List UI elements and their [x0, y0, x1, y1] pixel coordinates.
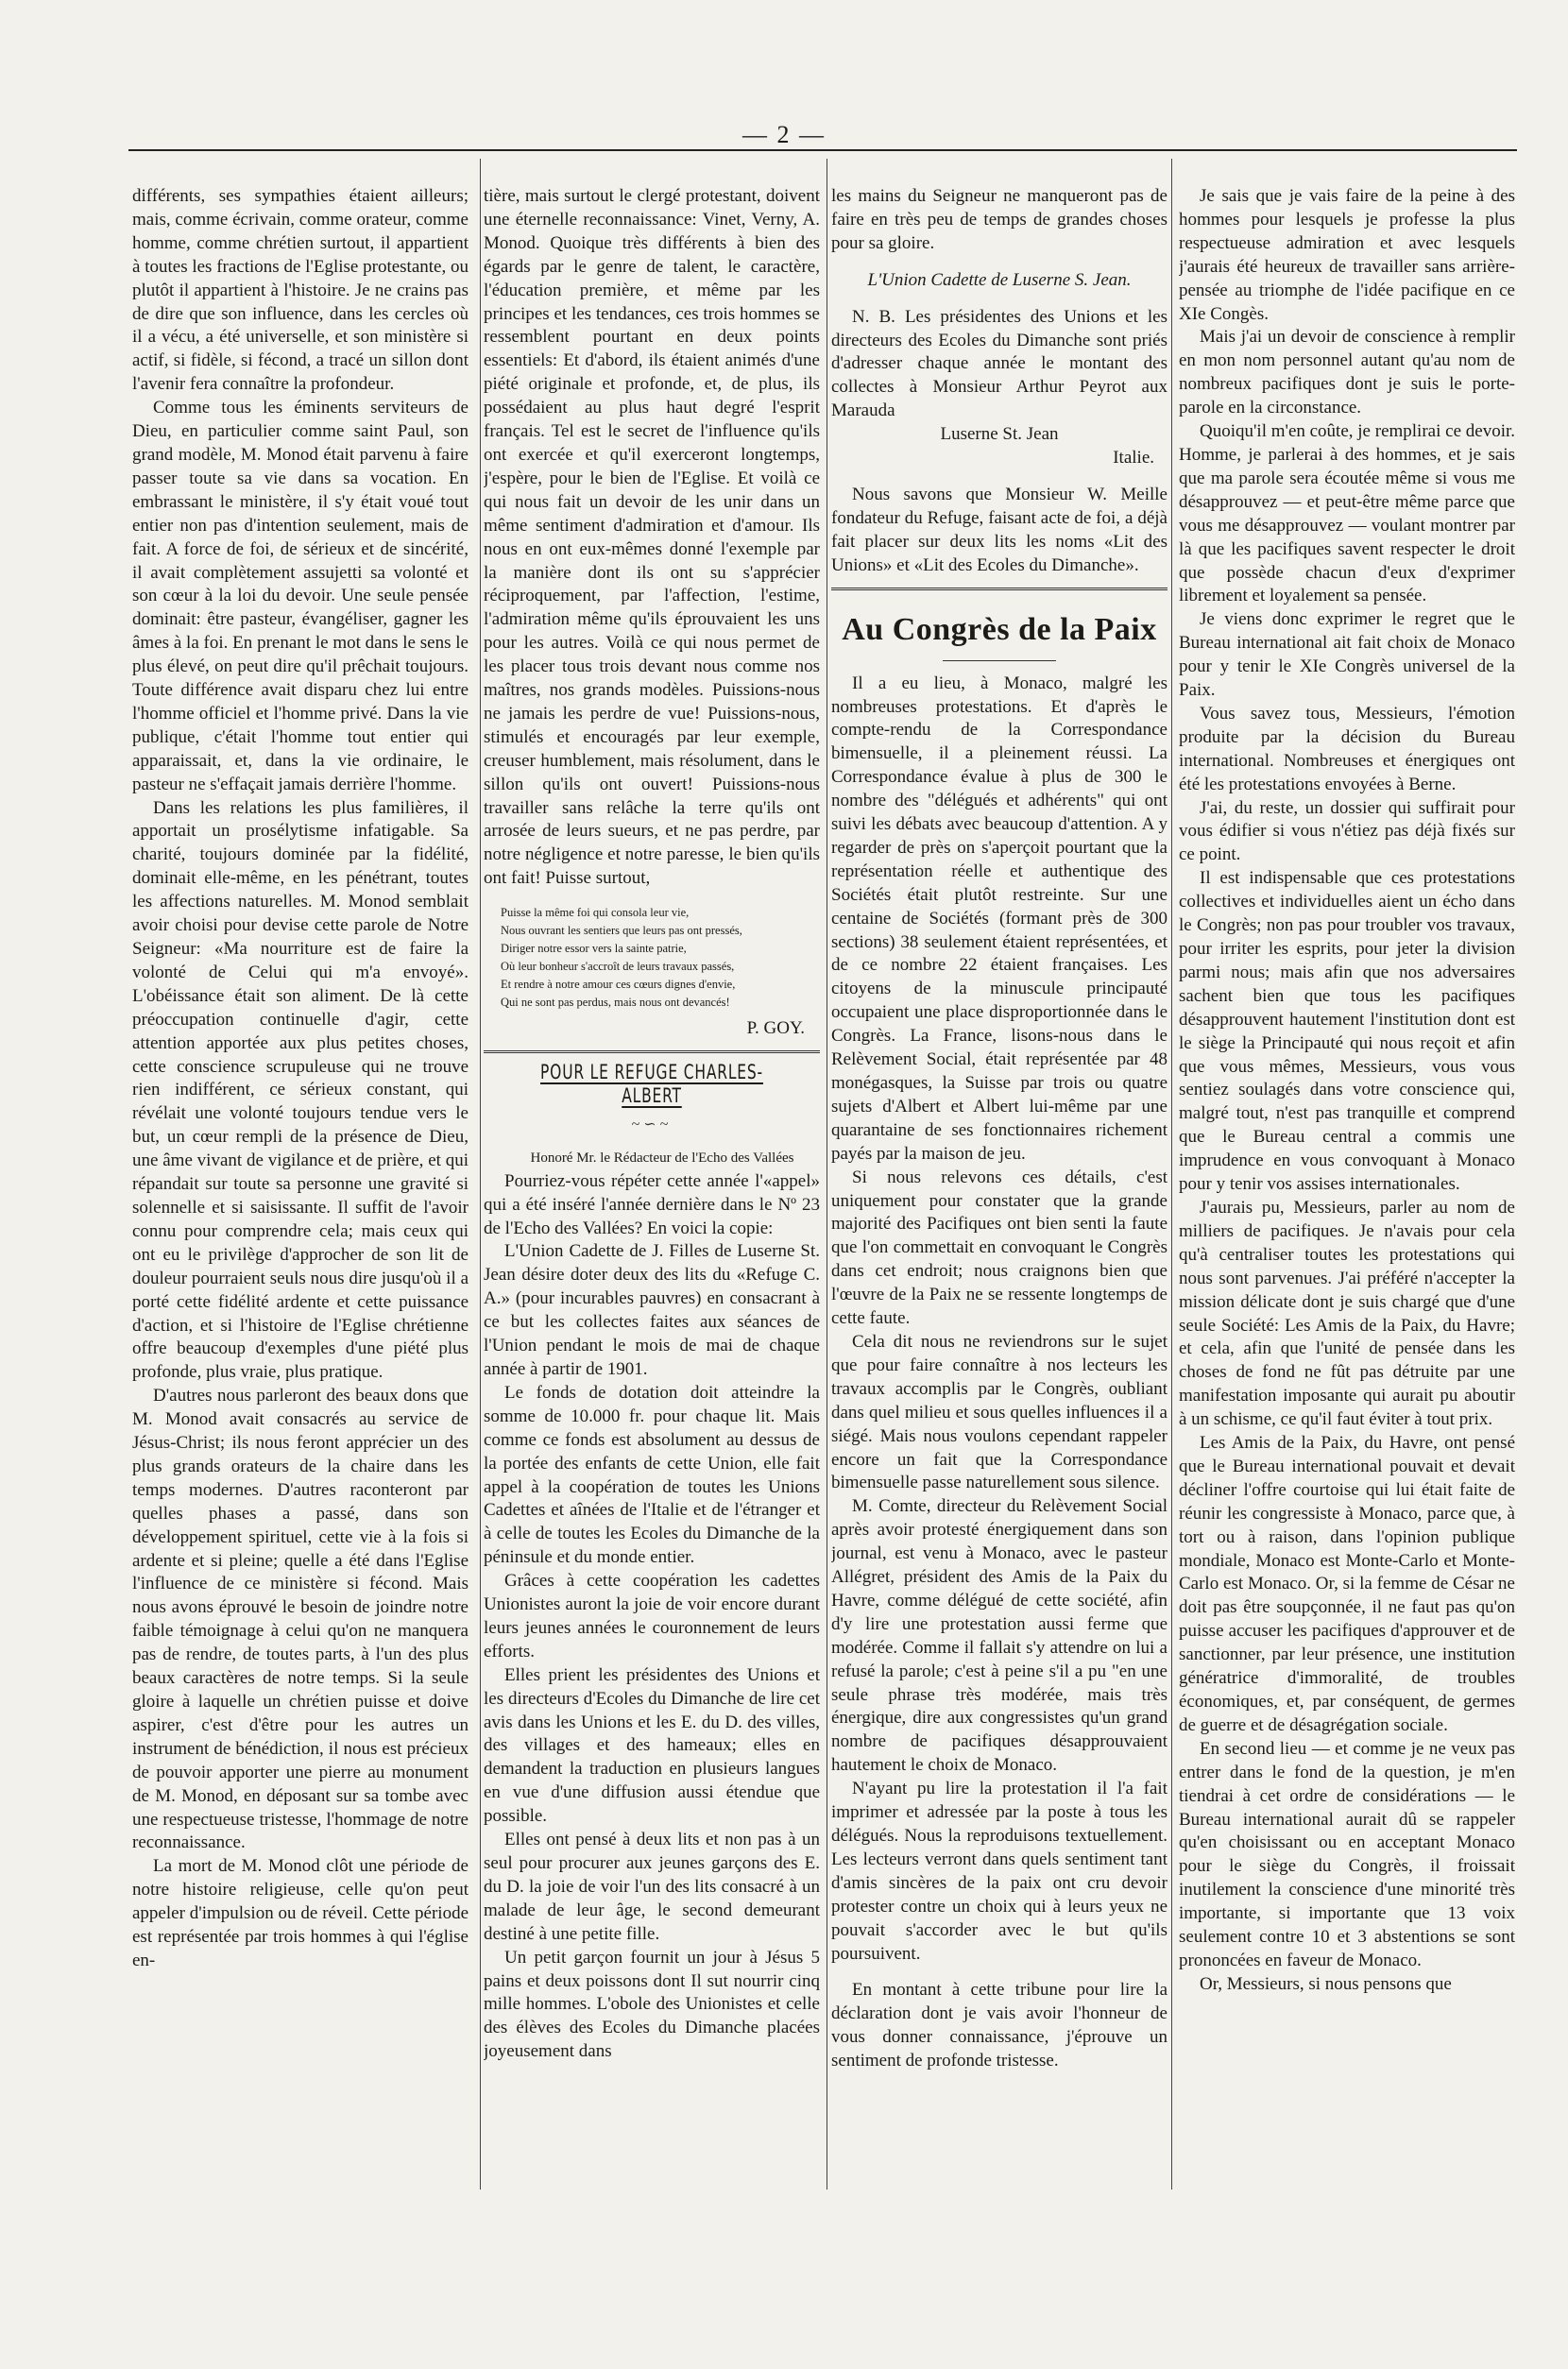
column-3 [831, 185, 1167, 2216]
nb-paragraph: N. B. Les présidentes des Unions et les directeurs des Ecoles du Dimanche sont priés d'adresser chaque année le montant des collectes à Monsieur Arthur Peyrot aux Marauda [831, 306, 1167, 421]
col1-paragraph: différents, ses sympathies étaient ailleurs; mais, comme écrivain, comme orateur, comme homme, comme chrétien surtout, il appartient à toutes les fractions de l'Eglise protestante, ou plutôt il appartient à l'histoire. Je ne crains pas de dire que son influence, dans les cercles où il a vécu, a été universelle, et son ministère si actif, si fidèle, si fécond, a tracé un sillon dont l'avenir fera connaître la profondeur. [132, 186, 469, 395]
col1-paragraph: D'autres nous parleront des beaux dons que M. Monod avait consacrés au service de Jésus-Christ; ils nous feront apprécier un des plus grands orateurs de la chaire dans les temps modernes. D'autres raconteront par quelles phases a passé, dans son développement spirituel, cette vie à la fois si ardente et si pleine; quelle a été dans l'Eglise l'influence de ce ministère si fécond. Mais nous avons éprouvé le besoin de joindre notre faible témoignage à celui qu'on ne manquera pas de rendre, de toutes parts, à l'un des plus beaux caractères de notre temps. Si la seule gloire à laquelle un chrétien puisse et doive aspirer, c'est d'être pour les autres un instrument de bénédiction, il nous est précieux de pouvoir apporter une pierre au monument de M. Monod, en déposant sur sa tombe avec une respectueuse tristesse, l'hommage de notre reconnaissance. [132, 1386, 469, 1853]
column-2 [484, 185, 820, 2216]
address-line: Italie. [1113, 448, 1154, 469]
congres-paragraph: M. Comte, directeur du Relèvement Social après avoir protesté énergiquement dans son journal, est venu à Monaco, avec le pasteur Allégret, président des Amis de la Paix du Havre, comme délégué de cette société, afin d'y lire une protestation aussi ferme que modérée. Comme il fallait s'y attendre on lui a refusé la parole; c'est à peine s'il a pu "en une seule phrase très modérée, mais très énergique, dire aux congressistes qu'un grand nombre de pacifiques désapprouvaient hautement le choix de Monaco. [831, 1496, 1167, 1776]
section-title-refuge: POUR LE REFUGE CHARLES-ALBERT [540, 1061, 763, 1107]
col2-paragraph: tière, mais surtout le clergé protestant, doivent une éternelle reconnaissance: Vinet, Verny, A. Monod. Quoique très différents à bien des égards par le genre de talent, le caractère, l'éducation première, et même par les principes et les tendances, ces trois hommes se ressemblent pourtant en deux points essentiels: Et d'abord, ils étaient animés d'une piété originale et profonde, et, de plus, ils possédaient au plus haut degré l'esprit français. Tel est le secret de l'influence qu'ils ont exercée et qu'il exerceront longtemps, j'espère, pour le bien de l'Eglise. Et voilà ce qui nous fait un devoir de les unir dans un même sentiment d'admiration et d'amour. Ils nous en ont eux-mêmes donné l'exemple par la manière dont ils ont su s'apprécier réciproquement, par l'affection, l'estime, l'admiration même qu'ils éprouvaient les uns pour les autres. Voilà ce qui nous permet de les placer tous trois devant nous comme nos maîtres, nos grands modèles. Puissions-nous ne jamais les perdre de vue! Puissions-nous, stimulés et encouragés par leur exemple, creuser humblement, mais résolument, dans le sillon qu'ils ont ouvert! Puissions-nous travailler sans relâche la terre qu'ils ont arrosée de leurs sueurs, et ne pas perdre, par notre négligence et notre paresse, le bien qu'ils ont fait! Puisse surtout, [484, 186, 820, 889]
spacer [831, 256, 1167, 269]
section-title-congres: Au Congrès de la Paix [842, 611, 1157, 647]
poem-line: Qui ne sont pas perdus, mais nous ont devancés! [501, 996, 730, 1010]
column-divider-3 [1171, 159, 1172, 2190]
refuge-paragraph: Pourriez-vous répéter cette année l'«appel» qui a été inséré l'année dernière dans le Nº 23 de l'Echo des Vallées? En voici la copie: [484, 1170, 820, 1238]
refuge-paragraph: Elles prient les présidentes des Unions et les directeurs d'Ecoles du Dimanche de lire cet avis dans les Unions et les E. du D. des villes, des villages et des hameaux; elles en demandent la traduction en plusieurs langues en vue d'une diffusion aussi étendue que possible. [484, 1664, 820, 1827]
header-rule [128, 149, 1517, 151]
page-number: — 2 — [742, 121, 826, 148]
refuge-paragraph: L'Union Cadette de J. Filles de Luserne St. Jean désire doter deux des lits du «Refuge C. A.» (pour incurables pauvres) en consacrant à ce but les collectes faites aux séances de l'Union pendant le mois de mai de chaque année à partir de 1901. [484, 1241, 820, 1379]
congres-paragraph: Si nous relevons ces détails, c'est uniquement pour constater que la grande majorité des Pacifiques ont bien senti la faute que l'on commettait en convoquant le Congrès dans cet endroit; nous craignons bien que l'œuvre de la Paix ne se ressente longtemps de cette faute. [831, 1167, 1167, 1329]
col1-paragraph: Comme tous les éminents serviteurs de Dieu, en particulier comme saint Paul, son grand modèle, M. Monod était parvenu à faire passer toute sa vie dans sa vocation. En embrassant le ministère, il s'y était voué tout entier non pas d'intention seulement, mais de fait. A force de foi, de sérieux et de sincérité, il avait complètement assujetti sa volonté et son cœur à la loi du devoir. Une seule pensée dominait: être pasteur, évangéliser, gagner les âmes à la foi. En prenant le mot dans le sens le plus élevé, on peut dire qu'il prêchait toujours. Toute différence avait disparu chez lui entre l'homme officiel et l'homme privé. Dans la vie publique, c'était l'homme tout entier qui apparaissait, et, dans la vie ordinaire, le pasteur ne s'effaçait jamais derrière l'homme. [132, 398, 469, 794]
section-divider [831, 588, 1167, 590]
congres-paragraph: Il a eu lieu, à Monaco, malgré les nombreuses protestations. Et d'après le compte-rendu de la Correspondance bimensuelle, il a pleinement réussi. La Correspondance évalue à plus de 300 le nombre des "délégués et adhérents" qui ont suivi les débats avec beaucoup d'attention. A y regarder de près on s'aperçoit pourtant que la représentation réelle et authentique des Sociétés était plutôt restreinte. Sur une centaine de Sociétés (formant près de 300 sections) 38 seulement étaient représentées, et de ce nombre 22 étaient françaises. Les citoyens de la minuscule principauté occupaient une place disproportionnée dans le Congrès. La France, lisons-nous dans le Relèvement Social, était représentée par 48 monégasques, la Suisse par trois ou quatre sujets d'Albert et Albert lui-même par une quarantaine de ses fonctionnaires richement payés par la maison de jeu. [831, 673, 1167, 1164]
col4-paragraph: Quoiqu'il m'en coûte, je remplirai ce devoir. Homme, je parlerai à des hommes, et je sais que ma parole sera écoutée même si vous me désapprouvez — et peut-être même parce que vous me désapprouvez — voulant montrer par là que les pacifiques savent respecter le droit que possède chacun d'eux d'exprimer librement et loyalement sa pensée. [1179, 421, 1515, 606]
section-divider [484, 1050, 820, 1053]
col4-paragraph: Mais j'ai un devoir de conscience à remplir en mon nom personnel autant qu'au nom de nombreux pacifiques dont je suis le porte-parole en la circonstance. [1179, 327, 1515, 418]
poem-line: Diriger notre essor vers la sainte patrie, [501, 942, 687, 956]
col4-paragraph: En second lieu — et comme je ne veux pas entrer dans le fond de la question, je m'en tiendrai à cet ordre de considérations — le Bureau international aurait dû se rappeler qu'en choisissant ou en acceptant Monaco pour le siège du Congrès, il froissait inutilement la conscience d'une minorité très importante, si importante que 13 voix seulement contre 10 et 3 abstentions se sont prononcées en faveur de Monaco. [1179, 1738, 1515, 1970]
refuge-paragraph: Le fonds de dotation doit atteindre la somme de 10.000 fr. pour chaque lit. Mais comme ce fonds est absolument au dessus de la portée des enfants de cette Union, elle fait appel à la coopération de toutes les Unions Cadettes et aînées de l'Italie et de l'étranger et à celle de toutes les Ecoles du Dimanche de la péninsule et du monde entier. [484, 1382, 820, 1568]
col4-paragraph: J'aurais pu, Messieurs, parler au nom de milliers de pacifiques. Je n'avais pour cela qu'à centraliser toutes les protestations qui nous sont parvenues. J'ai préféré n'accepter la mission délicate dont je suis chargé que d'une seule Société: Les Amis de la Paix, du Havre; et cela, afin que l'unité de pensée dans les choses de fond ne fût pas détruite par une manifestation imposante qui aurait pu aboutir à un schisme, ce qu'il faut éviter à tout prix. [1179, 1197, 1515, 1430]
refuge-paragraph: Grâces à cette coopération les cadettes Unionistes auront la joie de voir encore durant leurs jeunes années le couronnement de leurs efforts. [484, 1571, 820, 1662]
address-line: Luserne St. Jean [940, 424, 1059, 445]
meille-paragraph: Nous savons que Monsieur W. Meille fondateur du Refuge, faisant acte de foi, a déjà fait placer sur deux lits les noms «Lit des Unions» et «Lit des Ecoles du Dimanche». [831, 484, 1167, 575]
col4-paragraph: Il est indispensable que ces protestations collectives et individuelles aient un écho dans le Congrès; non pas pour troubler vos travaux, pour irriter les esprits, pour jeter la division parmi nous; mais afin que nos adversaires sachent bien que tous les pacifiques désapprouvent hautement l'institution dont est le siège la Principauté qui nous reçoit et afin que vous mêmes, Messieurs, vous vous sentiez soulagés dans votre conscience qui, malgré tout, n'est pas tranquille et comprend que le Bureau central a commis une imprudence en vous convoquant à Monaco pour y tenir vos assises internationales. [1179, 868, 1515, 1195]
congres-paragraph: En montant à cette tribune pour lire la déclaration dont je vais avoir l'honneur de vous donner connaissance, j'éprouve un sentiment de profonde tristesse. [831, 1980, 1167, 2071]
congres-paragraph: N'ayant pu lire la protestation il l'a fait imprimer et adressée par la poste à tous les délégués. Nous la reproduisons textuellement. Les lecteurs verront dans quels sentiment tant d'amis sincères de la paix ont cru devoir protester contre un choix qui à leurs yeux ne pouvait s'accorder avec le but qu'ils poursuivent. [831, 1779, 1167, 1964]
col4-paragraph: Or, Messieurs, si nous pensons que [1200, 1973, 1452, 1994]
col3-paragraph: les mains du Seigneur ne manqueront pas de faire en très peu de temps de grandes choses pour sa gloire. [831, 186, 1167, 253]
col4-paragraph: Je sais que je vais faire de la peine à des hommes pour lesquels je professe la plus respectueuse admiration et avec lesquels j'aurais été heureux de travailler sans arrière-pensée au triomphe de l'idée pacifique en ce XIe Congès. [1179, 186, 1515, 324]
spacer [831, 470, 1167, 484]
poem-line: Et rendre à notre amour ces cœurs dignes d'envie, [501, 978, 736, 992]
poem-line: Nous ouvrant les sentiers que leurs pas ont pressés, [501, 924, 742, 938]
column-1 [132, 185, 469, 2216]
article-signature: P. GOY. [746, 1018, 805, 1039]
column-divider-1 [480, 159, 481, 2190]
title-ornament: ~∽~ [631, 1116, 673, 1133]
congres-paragraph: Cela dit nous ne reviendrons sur le sujet que pour faire connaître à nos lecteurs les travaux accomplis par le Congrès, oubliant dans quel milieu et sous quelles influences il a siégé. Mais nous voulons cependant rappeler encore un fait que la Correspondance bimensuelle passe naturellement sous silence. [831, 1331, 1167, 1493]
refuge-paragraph: Elles ont pensé à deux lits et non pas à un seul pour procurer aux jeunes garçons des E. du D. la joie de voir l'un des lits consacré à un malade de leur âge, le second demeurant destiné à une petite fille. [484, 1830, 820, 1944]
column-4 [1179, 185, 1515, 2216]
poem-line: Où leur bonheur s'accroît de leurs travaux passés, [501, 960, 735, 974]
poem [501, 904, 820, 1012]
refuge-paragraph: Un petit garçon fournit un jour à Jésus 5 pains et deux poissons dont Il sut nourrir cinq mille hommes. L'obole des Unionistes et celle des élèves des Ecoles du Dimanche placées joyeusement dans [484, 1947, 820, 2062]
spacer [831, 293, 1167, 306]
col4-paragraph: J'ai, du reste, un dossier qui suffirait pour vous édifier si vous n'étiez pas déjà fixés sur ce point. [1179, 797, 1515, 865]
col4-paragraph: Je viens donc exprimer le regret que le Bureau international ait fait choix de Monaco pour y tenir le XIe Congrès universel de la Paix. [1179, 609, 1515, 701]
letter-salutation: Honoré Mr. le Rédacteur de l'Echo des Vallées [530, 1150, 794, 1166]
col4-paragraph: Vous savez tous, Messieurs, l'émotion produite par la décision du Bureau international. Nombreuses et énergiques ont été les protestations envoyées à Berne. [1179, 703, 1515, 794]
col1-paragraph: La mort de M. Monod clôt une période de notre histoire religieuse, celle qu'on peut appeler d'impulsion ou de réveil. Cette période est représentée par trois hommes à qui l'église en- [132, 1856, 469, 1970]
title-underline [943, 660, 1056, 661]
poem-line: Puisse la même foi qui consola leur vie, [501, 906, 690, 920]
union-signature: L'Union Cadette de Luserne S. Jean. [867, 269, 1132, 290]
col1-paragraph: Dans les relations les plus familières, il apportait un prosélytisme infatigable. Sa charité, toujours dominée par la fidélité, dominait elle-même, en les pénétrant, toutes les affections naturelles. M. Monod semblait avoir choisi pour devise cette parole de Notre Seigneur: «Ma nourriture est de faire la volonté de Celui qui m'a envoyé». L'obéissance était son aliment. De là cette préoccupation continuelle d'agir, cette attention apportée aux plus petites choses, cette conscience scrupuleuse qui ne trouve rien indifférent, ce sérieux constant, qui révélait une volonté toujours tendue vers le but, un cœur rempli de la présence de Dieu, une âme vivant de vigilance et de prière, et qui répandait sur toute sa personne une gravité si solennelle et si saisissante. Il suffit de l'avoir connu pour comprendre cela; mais ceux qui ont eu le privilège d'approcher de son lit de douleur pourraient seuls nous dire jusqu'où il a porté cette fidélité ardente et cette puissance d'action, et si l'histoire de l'Eglise chrétienne offre beaucoup d'exemples d'une piété plus profonde, plus vraie, plus pratique. [132, 797, 469, 1383]
col4-paragraph: Les Amis de la Paix, du Havre, ont pensé que le Bureau international pouvait et devait décliner l'offre courtoise qui lui était faite de réunir les congressiste à Monaco, parce que, à tort ou à raison, dans l'opinion publique mondiale, Monaco est Monte-Carlo et Monte-Carlo est Monaco. Or, si la femme de César ne doit pas être soupçonnée, il ne faut pas qu'on puisse accuser les pacifiques d'approuver et de sanctionner, par leur présence, une institution génératrice d'immoralité, de troubles économiques, et, par conséquent, de germes de guerre et de désagrégation sociale. [1179, 1433, 1515, 1735]
spacer [831, 1966, 1167, 1979]
